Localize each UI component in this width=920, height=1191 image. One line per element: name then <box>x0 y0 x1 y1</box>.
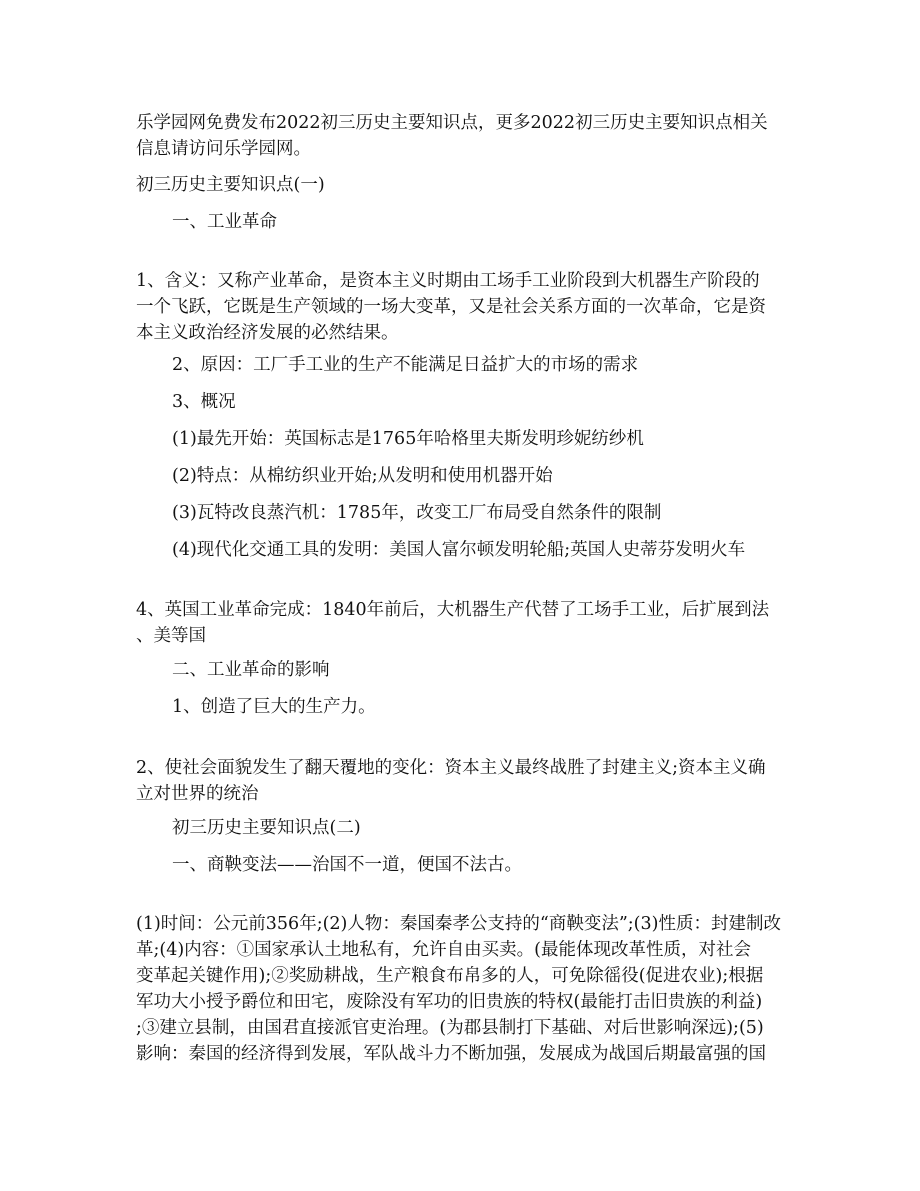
section-title: 初三历史主要知识点(一) <box>136 175 325 195</box>
effect-item: 1、创造了巨大的生产力。 <box>172 697 376 717</box>
part-heading: 一、商鞅变法——治国不一道，便国不法古。 <box>172 855 522 875</box>
paragraph-line: 2、使社会面貌发生了翻天覆地的变化：资本主义最终战胜了封建主义;资本主义确 <box>136 758 766 778</box>
paragraph-line: 、美等国 <box>136 626 206 646</box>
item-definition <box>136 268 786 346</box>
paragraph-line: 立对世界的统治 <box>136 784 259 804</box>
paragraph-line: 军功大小授予爵位和田宅，废除没有军功的旧贵族的特权(最能打击旧贵族的利益) <box>136 992 763 1012</box>
part-heading: 一、工业革命 <box>172 212 277 232</box>
sub-item: (1)最先开始：英国标志是1765年哈格里夫斯发明珍妮纺纱机 <box>172 429 644 449</box>
sub-item: (2)特点：从棉纺织业开始;从发明和使用机器开始 <box>172 466 553 486</box>
part-heading: 二、工业革命的影响 <box>172 660 330 680</box>
paragraph-line: (1)时间：公元前356年;(2)人物：秦国秦孝公支持的“商鞅变法”;(3)性质：封建制改 <box>136 914 781 934</box>
intro-line: 信息请访问乐学园网。 <box>136 139 311 159</box>
paragraph-line: 变革起关键作用);②奖励耕战，生产粮食布帛多的人，可免除徭役(促进农业);根据 <box>136 966 764 986</box>
paragraph-line: 4、英国工业革命完成：1840年前后，大机器生产代替了工场手工业，后扩展到法 <box>136 600 770 620</box>
section-title: 初三历史主要知识点(二) <box>172 818 361 838</box>
item-cause: 2、原因：工厂手工业的生产不能满足日益扩大的市场的需求 <box>172 355 639 375</box>
sub-item: (4)现代化交通工具的发明：美国人富尔顿发明轮船;英国人史蒂芬发明火车 <box>172 540 746 560</box>
paragraph-line: 革;(4)内容：①国家承认土地私有，允许自由买卖。(最能体现改革性质，对社会 <box>136 940 752 960</box>
paragraph-line: 影响：秦国的经济得到发展，军队战斗力不断加强，发展成为战国后期最富强的国 <box>136 1044 766 1064</box>
paragraph-line: ;③建立县制，由国君直接派官吏治理。(为郡县制打下基础、对后世影响深远);(5) <box>136 1018 764 1038</box>
paragraph-line: 一个飞跃，它既是生产领域的一场大变革，又是社会关系方面的一次革命，它是资 <box>136 297 766 317</box>
paragraph-line: 1、含义：又称产业革命，是资本主义时期由工场手工业阶段到大机器生产阶段的 <box>136 271 760 291</box>
item-overview: 3、概况 <box>172 392 236 412</box>
effect-item-2 <box>136 755 786 807</box>
intro-paragraph <box>136 110 786 162</box>
intro-line: 乐学园网免费发布2022初三历史主要知识点，更多2022初三历史主要知识点相关 <box>136 113 768 133</box>
paragraph-line: 本主义政治经济发展的必然结果。 <box>136 323 399 343</box>
shang-paragraph <box>136 911 786 1067</box>
item-completion <box>136 597 786 649</box>
sub-item: (3)瓦特改良蒸汽机：1785年，改变工厂布局受自然条件的限制 <box>172 503 662 523</box>
